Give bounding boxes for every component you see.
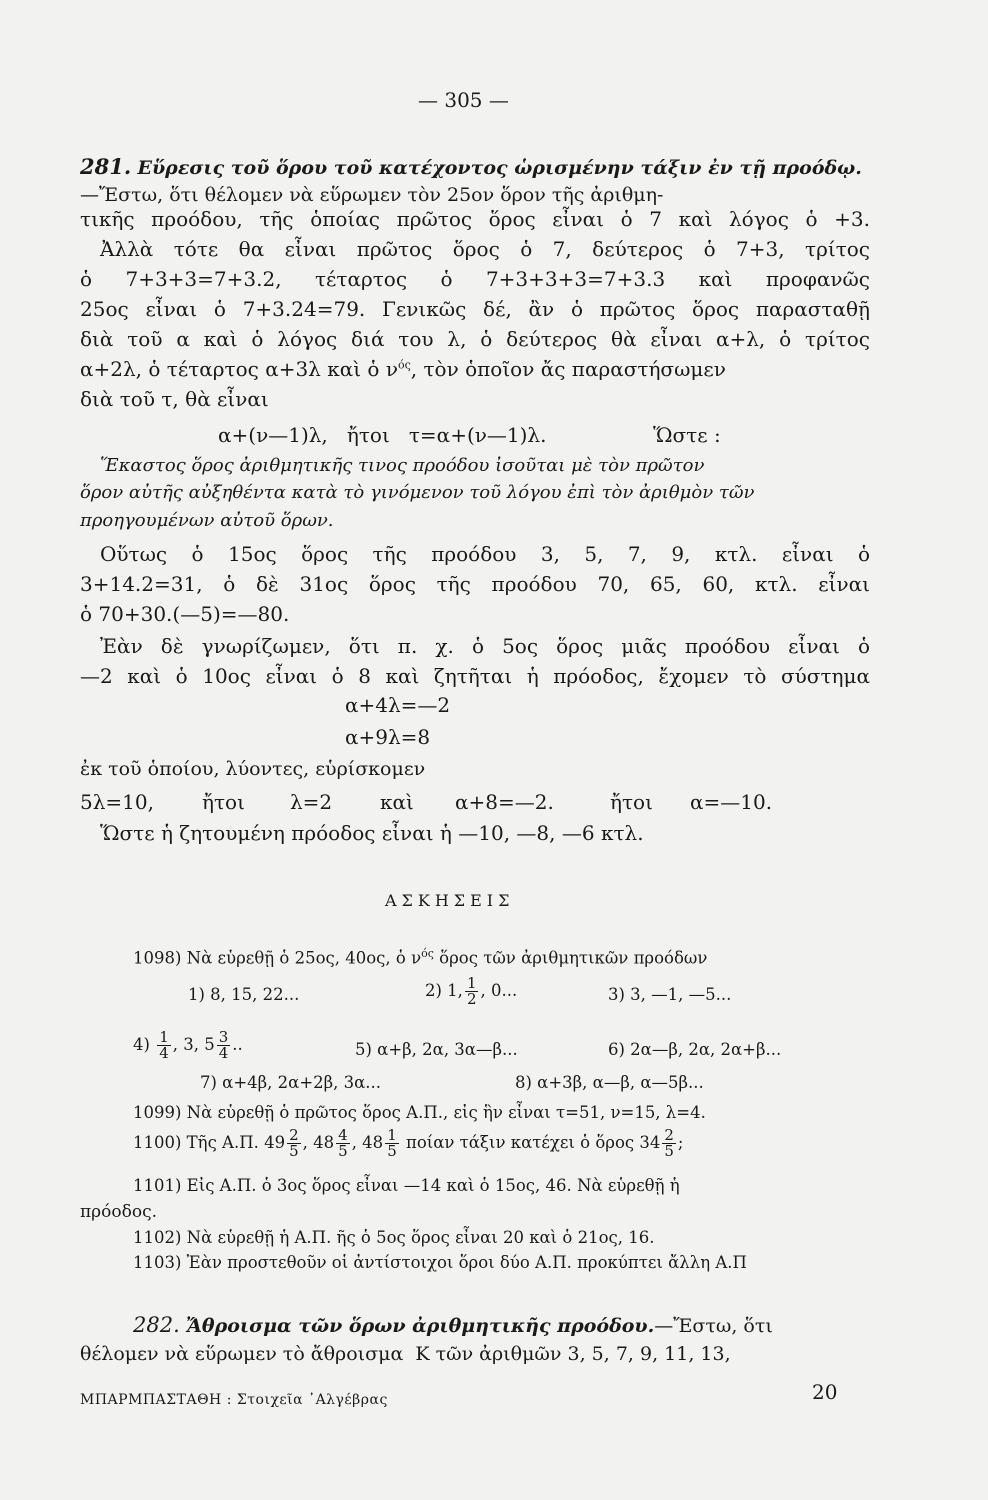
item4-den2: 4: [218, 1044, 229, 1062]
item-6: 6) 2α—β, 2α, 2α+β...: [608, 1040, 782, 1059]
item4-num2: 3: [218, 1028, 229, 1046]
item-8: 8) α+3β, α—β, α—5β...: [515, 1073, 704, 1092]
ex1100-num2: 4: [338, 1126, 348, 1144]
system-eq-2: α+9λ=8: [345, 725, 431, 749]
exercise-1100: [133, 1128, 683, 1159]
item-7: 7) α+4β, 2α+2β, 3α...: [200, 1073, 382, 1092]
item2-b: , 0...: [480, 981, 518, 1000]
page-number: — 305 —: [418, 88, 509, 112]
ex1100-den3: 5: [387, 1142, 397, 1160]
item4-fraction-2: [217, 1030, 231, 1061]
item2-num: 1: [466, 974, 477, 992]
para3-line-3: ἐκ τοῦ ὁποίου, λύοντες, εὑρίσκομεν: [80, 758, 426, 780]
solution-word-3: ἤτοι: [610, 790, 653, 814]
sec281-line-4: ὁ 7+3+3=7+3.2, τέταρτος ὁ 7+3+3+3=7+3.3 καὶ προφανῶς: [80, 267, 870, 291]
exercise-1102: 1102) Νὰ εὑρεθῇ ἡ Α.Π. ῆς ὁ 5ος ὅρος εἶναι 20 καὶ ὁ 21ος, 16.: [133, 1228, 655, 1247]
sec281-line-7: [80, 357, 870, 381]
item2-den: 2: [466, 990, 477, 1008]
item4-a: 4): [133, 1035, 150, 1054]
para3-line-1: Ἐὰν δὲ γνωρίζωμεν, ὅτι π. χ. ὁ 5ος ὅρος μιᾶς προόδου εἶναι ὁ: [100, 634, 870, 658]
sec282-title: Ἄθροισμα τῶν ὅρων ἀριθμητικῆς προόδου.: [186, 1315, 655, 1337]
ex1098-b: ὅρος τῶν ἀριθμητικῶν προόδων: [439, 948, 708, 968]
para3-line-5: Ὥστε ἡ ζητουμένη πρόοδος εἶναι ἡ —10, —8, —6 κτλ.: [100, 821, 644, 845]
rule-line-3: προηγουμένων αὐτοῦ ὅρων.: [80, 510, 334, 531]
ex1100-frac-1: [287, 1128, 301, 1159]
exercise-1101: 1101) Εἰς Α.Π. ὁ 3ος ὅρος εἶναι —14 καὶ ὁ 15ος, 46. Νὰ εὑρεθῇ ἡ: [133, 1176, 680, 1195]
sec281-number: 281.: [80, 154, 132, 179]
para2-line-2: 3+14.2=31, ὁ δὲ 31ος ὅρος τῆς προόδου 70, 65, 60, κτλ. εἶναι: [80, 572, 870, 596]
exercise-1099: 1099) Νὰ εὑρεθῇ ὁ πρῶτος ὅρος Α.Π., εἰς ἣν εἶναι τ=51, ν=15, λ=4.: [133, 1103, 706, 1122]
ex1100-den1: 5: [289, 1142, 299, 1160]
item-2: [425, 976, 517, 1007]
item-4: [133, 1030, 243, 1061]
item4-c: ..: [232, 1035, 243, 1054]
sec281-line-8: διὰ τοῦ τ, θὰ εἶναι: [80, 387, 269, 411]
item-1: 1) 8, 15, 22...: [188, 985, 300, 1004]
ex1100-num4: 2: [664, 1126, 674, 1144]
ex1100-b: , 48: [302, 1133, 335, 1152]
sec282-line-2: θέλομεν νὰ εὕρωμεν τὸ ἄθροισμα Κ τῶν ἀριθμῶν 3, 5, 7, 9, 11, 13,: [80, 1343, 731, 1365]
sec281-line-5: 25ος εἶναι ὁ 7+3.24=79. Γενικῶς δέ, ἂν ὁ πρῶτος ὅρος παρασταθῇ: [80, 297, 870, 321]
item2-a: 2) 1,: [425, 981, 463, 1000]
general-formula: α+(ν—1)λ, ἤτοι τ=α+(ν—1)λ.: [218, 423, 547, 447]
footer-book-title: ΜΠΑΡΜΠΑΣΤΑΘΗ : Στοιχεῖα ᾽Αλγέβρας: [80, 1392, 388, 1408]
footer-signature: 20: [812, 1380, 838, 1404]
item4-fraction-1: [157, 1030, 171, 1061]
ex1100-e: ;: [677, 1133, 684, 1152]
sec281-line-1b: [80, 182, 870, 206]
ex1100-a: 1100) Τῆς Α.Π. 49: [133, 1133, 286, 1152]
ex1100-frac-3: [385, 1128, 399, 1159]
sec281-title: Εὕρεσις τοῦ ὅρου τοῦ κατέχοντος ὡρισμένην τάξιν ἐν τῇ προόδῳ.: [137, 157, 862, 179]
ex1100-c: , 48: [351, 1133, 384, 1152]
ex1100-num1: 2: [289, 1126, 299, 1144]
exercise-1101-cont: πρόοδος.: [80, 1202, 158, 1222]
para3-line-2: —2 καὶ ὁ 10ος εἶναι ὁ 8 καὶ ζητῆται ἡ πρόοδος, ἔχομεν τὸ σύστημα: [80, 664, 870, 688]
exercise-1103: 1103) Ἐὰν προστεθοῦν οἱ ἀντίστοιχοι ὅροι δύο Α.Π. προκύπτει ἄλλη Α.Π: [133, 1253, 747, 1272]
rule-line-1: Ἕκαστος ὅρος ἀριθμητικῆς τινος προόδου ἰσοῦται μὲ τὸν πρῶτον: [100, 455, 705, 476]
sec281-line1-rest: —Ἔστω, ὅτι θέλομεν νὰ εὕρωμεν τὸν 25ον ὅρον τῆς ἀριθμη-: [80, 184, 664, 206]
system-eq-1: α+4λ=—2: [345, 693, 451, 717]
sec282-rest: —Ἔστω, ὅτι: [654, 1315, 773, 1337]
sec281-line-3: Ἀλλὰ τότε θα εἶναι πρῶτος ὅρος ὁ 7, δεύτερος ὁ 7+3, τρίτος: [100, 237, 870, 261]
ex1100-den4: 5: [664, 1142, 674, 1160]
solution-4: α=—10.: [690, 790, 773, 814]
solution-word-2: καὶ: [380, 790, 414, 814]
exercises-heading: ΑΣΚΗΣΕΙΣ: [385, 891, 515, 910]
solution-1: 5λ=10,: [80, 790, 154, 814]
item2-fraction: [465, 976, 479, 1007]
item4-den1: 4: [159, 1044, 169, 1062]
sec281-line-2: τικῆς προόδου, τῆς ὁποίας πρῶτος ὅρος εἶναι ὁ 7 καὶ λόγος ὁ +3.: [80, 207, 870, 231]
solution-word-1: ἤτοι: [202, 790, 245, 814]
solution-3: α+8=—2.: [455, 790, 554, 814]
sec281-line-1: [80, 154, 870, 179]
para2-line-3: ὁ 70+30.(—5)=—80.: [80, 602, 290, 626]
rule-line-2: ὅρον αὐτῆς αὐξηθέντα κατὰ τὸ γινόμενον τοῦ λόγου ἐπὶ τὸν ἀριθμὸν τῶν: [80, 482, 755, 503]
line7-a: α+2λ, ὁ τέταρτος α+3λ καὶ ὁ ν: [80, 357, 398, 381]
exercise-1098: [133, 947, 707, 968]
line7-b: , τὸν ὁποῖον ἄς παραστήσωμεν: [410, 357, 726, 381]
ex1098-sup: ός: [421, 947, 434, 960]
ex1100-den2: 5: [338, 1142, 348, 1160]
formula-hence: Ὥστε :: [653, 423, 721, 447]
ex1100-frac-2: [336, 1128, 350, 1159]
ex1100-d: ποίαν τάξιν κατέχει ὁ ὅρος 34: [405, 1133, 661, 1152]
solution-2: λ=2: [290, 790, 333, 814]
ex1100-frac-4: [662, 1128, 676, 1159]
item4-num1: 1: [159, 1028, 169, 1046]
ex1098-a: 1098) Νὰ εὑρεθῇ ὁ 25ος, 40ος, ὁ ν: [133, 948, 422, 968]
sec282-line-1: [133, 1313, 873, 1337]
para2-line-1: Οὕτως ὁ 15ος ὅρος τῆς προόδου 3, 5, 7, 9, κτλ. εἶναι ὁ: [100, 542, 870, 566]
sec282-number: 282.: [133, 1313, 180, 1337]
ex1100-num3: 1: [387, 1126, 397, 1144]
item-3: 3) 3, —1, —5...: [608, 985, 732, 1004]
sec281-line-6: διὰ τοῦ α καὶ ὁ λόγος διά του λ, ὁ δεύτερος θὰ εἶναι α+λ, ὁ τρίτος: [80, 327, 870, 351]
item-5: 5) α+β, 2α, 3α—β...: [355, 1040, 518, 1059]
item4-b: , 3, 5: [172, 1035, 215, 1054]
line7-sup: ός: [397, 358, 411, 372]
